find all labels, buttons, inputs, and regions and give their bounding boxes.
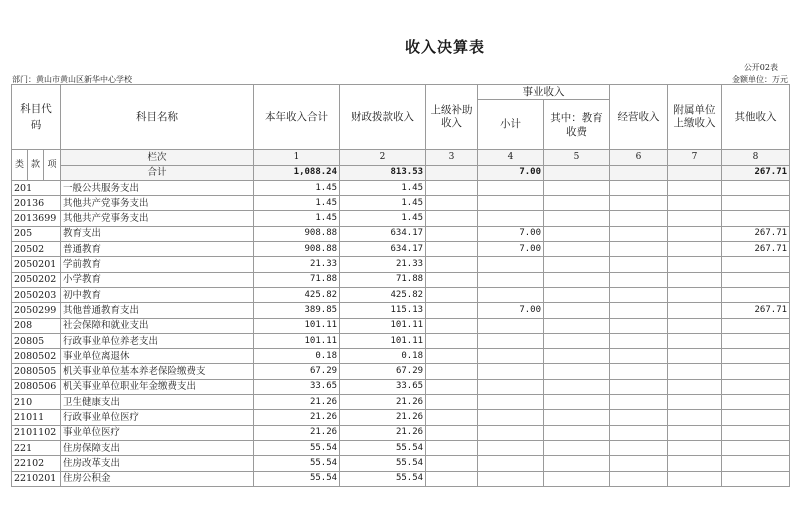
- subject-name: 卫生健康支出: [61, 395, 254, 410]
- other-value: [722, 440, 790, 455]
- column-number: 8: [722, 150, 790, 165]
- total-c2: 813.53: [340, 165, 426, 180]
- education-fee-value: [544, 425, 610, 440]
- subject-code: 2050299: [12, 303, 61, 318]
- fiscal-value: 115.13: [340, 303, 426, 318]
- header-affiliated: [668, 85, 722, 150]
- total-c4: 7.00: [478, 165, 544, 180]
- subject-code: 20136: [12, 196, 61, 211]
- affiliated-value: [668, 471, 722, 486]
- subject-name: 机关事业单位基本养老保险缴费支: [61, 364, 254, 379]
- subject-name: 小学教育: [61, 272, 254, 287]
- superior-value: [426, 395, 478, 410]
- education-fee-value: [544, 180, 610, 195]
- subject-code: 21011: [12, 410, 61, 425]
- header-kuan: 款: [28, 150, 44, 181]
- column-number: 2: [340, 150, 426, 165]
- table-row: [12, 349, 790, 364]
- column-number-label: 栏次: [61, 150, 254, 165]
- other-value: [722, 379, 790, 394]
- subject-name: 住房公积金: [61, 471, 254, 486]
- table-row: [12, 410, 790, 425]
- operating-value: [610, 379, 668, 394]
- other-value: [722, 318, 790, 333]
- education-fee-value: [544, 272, 610, 287]
- header-superior: 上级补助收入: [426, 85, 478, 150]
- education-fee-value: [544, 196, 610, 211]
- affiliated-value: [668, 180, 722, 195]
- annual-total-value: 908.88: [254, 226, 340, 241]
- fiscal-value: 21.26: [340, 425, 426, 440]
- fiscal-value: 0.18: [340, 349, 426, 364]
- subject-name: 初中教育: [61, 287, 254, 302]
- fiscal-value: 21.26: [340, 395, 426, 410]
- superior-value: [426, 410, 478, 425]
- annual-total-value: 1.45: [254, 196, 340, 211]
- operating-value: [610, 425, 668, 440]
- annual-total-value: 101.11: [254, 333, 340, 348]
- table-row: [12, 318, 790, 333]
- superior-value: [426, 364, 478, 379]
- operating-value: [610, 242, 668, 257]
- header-subtotal: 小计: [478, 100, 544, 150]
- subject-name: 事业单位离退休: [61, 349, 254, 364]
- business-subtotal-value: [478, 410, 544, 425]
- table-row: [12, 287, 790, 302]
- header-education-fee: [544, 100, 610, 150]
- subject-code: 2080505: [12, 364, 61, 379]
- business-subtotal-value: [478, 440, 544, 455]
- other-value: 267.71: [722, 303, 790, 318]
- superior-value: [426, 440, 478, 455]
- table-row: [12, 196, 790, 211]
- business-subtotal-value: [478, 287, 544, 302]
- total-c6: [610, 165, 668, 180]
- fiscal-value: 21.33: [340, 257, 426, 272]
- table-body: [12, 180, 790, 486]
- affiliated-value: [668, 257, 722, 272]
- superior-value: [426, 272, 478, 287]
- superior-value: [426, 425, 478, 440]
- business-subtotal-value: 7.00: [478, 226, 544, 241]
- fiscal-value: 101.11: [340, 333, 426, 348]
- fiscal-value: 425.82: [340, 287, 426, 302]
- annual-total-value: 21.26: [254, 425, 340, 440]
- total-c7: [668, 165, 722, 180]
- subject-code: 20805: [12, 333, 61, 348]
- subject-code: 2210201: [12, 471, 61, 486]
- superior-value: [426, 226, 478, 241]
- education-fee-value: [544, 333, 610, 348]
- annual-total-value: 21.33: [254, 257, 340, 272]
- total-c1: 1,088.24: [254, 165, 340, 180]
- header-education-fee-text: 其中：教育收费: [550, 111, 603, 138]
- business-subtotal-value: [478, 272, 544, 287]
- annual-total-value: 389.85: [254, 303, 340, 318]
- education-fee-value: [544, 440, 610, 455]
- business-subtotal-value: [478, 333, 544, 348]
- header-business: 事业收入: [478, 85, 610, 100]
- affiliated-value: [668, 410, 722, 425]
- table-row: [12, 257, 790, 272]
- table-row: [12, 440, 790, 455]
- superior-value: [426, 333, 478, 348]
- fiscal-value: 71.88: [340, 272, 426, 287]
- fiscal-value: 21.26: [340, 410, 426, 425]
- subject-name: 普通教育: [61, 242, 254, 257]
- affiliated-value: [668, 242, 722, 257]
- fiscal-value: 55.54: [340, 471, 426, 486]
- operating-value: [610, 471, 668, 486]
- affiliated-value: [668, 196, 722, 211]
- superior-value: [426, 471, 478, 486]
- business-subtotal-value: [478, 364, 544, 379]
- report-title: 收入决算表: [404, 38, 485, 56]
- subject-name: 其他普通教育支出: [61, 303, 254, 318]
- table-row: [12, 226, 790, 241]
- superior-value: [426, 242, 478, 257]
- superior-value: [426, 211, 478, 226]
- table-row: [12, 471, 790, 486]
- annual-total-value: 908.88: [254, 242, 340, 257]
- superior-value: [426, 287, 478, 302]
- other-value: [722, 364, 790, 379]
- subject-code: 201: [12, 180, 61, 195]
- superior-value: [426, 318, 478, 333]
- annual-total-value: 55.54: [254, 471, 340, 486]
- affiliated-value: [668, 333, 722, 348]
- column-number: 1: [254, 150, 340, 165]
- business-subtotal-value: 7.00: [478, 242, 544, 257]
- business-subtotal-value: [478, 196, 544, 211]
- operating-value: [610, 226, 668, 241]
- education-fee-value: [544, 211, 610, 226]
- other-value: [722, 287, 790, 302]
- affiliated-value: [668, 287, 722, 302]
- affiliated-value: [668, 303, 722, 318]
- annual-total-value: 0.18: [254, 349, 340, 364]
- education-fee-value: [544, 257, 610, 272]
- total-label: 合计: [61, 165, 254, 180]
- table-row: [12, 180, 790, 195]
- total-c3: [426, 165, 478, 180]
- education-fee-value: [544, 318, 610, 333]
- fiscal-value: 55.54: [340, 440, 426, 455]
- subject-name: 行政事业单位医疗: [61, 410, 254, 425]
- operating-value: [610, 440, 668, 455]
- affiliated-value: [668, 349, 722, 364]
- fiscal-value: 33.65: [340, 379, 426, 394]
- business-subtotal-value: [478, 257, 544, 272]
- business-subtotal-value: [478, 395, 544, 410]
- affiliated-value: [668, 272, 722, 287]
- subject-code: 2101102: [12, 425, 61, 440]
- education-fee-value: [544, 456, 610, 471]
- header-affiliated-text: 附属单位上缴收入: [673, 103, 716, 130]
- table-row: [12, 303, 790, 318]
- subject-code: 22102: [12, 456, 61, 471]
- superior-value: [426, 196, 478, 211]
- form-number: 公开02表: [743, 63, 778, 72]
- header-fiscal: 财政拨款收入: [340, 85, 426, 150]
- subject-code: 2050203: [12, 287, 61, 302]
- education-fee-value: [544, 303, 610, 318]
- subject-code: 205: [12, 226, 61, 241]
- affiliated-value: [668, 211, 722, 226]
- other-value: 267.71: [722, 242, 790, 257]
- fiscal-value: 67.29: [340, 364, 426, 379]
- other-value: [722, 425, 790, 440]
- education-fee-value: [544, 242, 610, 257]
- subject-code: 2050202: [12, 272, 61, 287]
- subject-name: 教育支出: [61, 226, 254, 241]
- subject-name: 其他共产党事务支出: [61, 196, 254, 211]
- total-row: [12, 165, 790, 180]
- education-fee-value: [544, 226, 610, 241]
- annual-total-value: 71.88: [254, 272, 340, 287]
- table-row: [12, 395, 790, 410]
- affiliated-value: [668, 226, 722, 241]
- subject-name: 学前教育: [61, 257, 254, 272]
- operating-value: [610, 318, 668, 333]
- table-row: [12, 333, 790, 348]
- column-number: 5: [544, 150, 610, 165]
- business-subtotal-value: [478, 318, 544, 333]
- header-subject-code-text: 科目代码: [20, 103, 52, 132]
- annual-total-value: 101.11: [254, 318, 340, 333]
- annual-total-value: 33.65: [254, 379, 340, 394]
- operating-value: [610, 349, 668, 364]
- table-row: [12, 242, 790, 257]
- subject-name: 住房改革支出: [61, 456, 254, 471]
- table-row: [12, 211, 790, 226]
- income-table: [11, 84, 790, 487]
- table-row: [12, 456, 790, 471]
- other-value: [722, 456, 790, 471]
- business-subtotal-value: [478, 471, 544, 486]
- department-label: 部门：黄山市黄山区新华中心学校: [12, 75, 132, 84]
- subject-name: 一般公共服务支出: [61, 180, 254, 195]
- other-value: [722, 272, 790, 287]
- education-fee-value: [544, 287, 610, 302]
- subject-code: 2013699: [12, 211, 61, 226]
- affiliated-value: [668, 364, 722, 379]
- fiscal-value: 1.45: [340, 180, 426, 195]
- amount-unit-label: 金额单位：万元: [732, 75, 788, 84]
- affiliated-value: [668, 395, 722, 410]
- other-value: [722, 349, 790, 364]
- total-c8: 267.71: [722, 165, 790, 180]
- operating-value: [610, 196, 668, 211]
- annual-total-value: 425.82: [254, 287, 340, 302]
- other-value: [722, 395, 790, 410]
- table-row: [12, 425, 790, 440]
- education-fee-value: [544, 395, 610, 410]
- other-value: [722, 257, 790, 272]
- fiscal-value: 1.45: [340, 211, 426, 226]
- operating-value: [610, 364, 668, 379]
- business-subtotal-value: [478, 425, 544, 440]
- subject-code: 2080502: [12, 349, 61, 364]
- annual-total-value: 21.26: [254, 395, 340, 410]
- other-value: [722, 180, 790, 195]
- fiscal-value: 634.17: [340, 226, 426, 241]
- other-value: [722, 211, 790, 226]
- operating-value: [610, 456, 668, 471]
- operating-value: [610, 180, 668, 195]
- superior-value: [426, 303, 478, 318]
- affiliated-value: [668, 456, 722, 471]
- annual-total-value: 55.54: [254, 440, 340, 455]
- subject-name: 行政事业单位养老支出: [61, 333, 254, 348]
- business-subtotal-value: 7.00: [478, 303, 544, 318]
- operating-value: [610, 395, 668, 410]
- other-value: [722, 333, 790, 348]
- superior-value: [426, 257, 478, 272]
- header-xiang: 项: [44, 150, 61, 181]
- business-subtotal-value: [478, 349, 544, 364]
- column-number: 3: [426, 150, 478, 165]
- table-row: [12, 364, 790, 379]
- affiliated-value: [668, 318, 722, 333]
- other-value: [722, 410, 790, 425]
- education-fee-value: [544, 364, 610, 379]
- column-number: 6: [610, 150, 668, 165]
- header-subject-code: [12, 85, 61, 150]
- affiliated-value: [668, 440, 722, 455]
- header-lei: 类: [12, 150, 28, 181]
- total-c5: [544, 165, 610, 180]
- affiliated-value: [668, 425, 722, 440]
- superior-value: [426, 180, 478, 195]
- subject-code: 221: [12, 440, 61, 455]
- column-number: 7: [668, 150, 722, 165]
- operating-value: [610, 257, 668, 272]
- affiliated-value: [668, 379, 722, 394]
- operating-value: [610, 272, 668, 287]
- education-fee-value: [544, 410, 610, 425]
- operating-value: [610, 287, 668, 302]
- annual-total-value: 55.54: [254, 456, 340, 471]
- superior-value: [426, 349, 478, 364]
- table-row: [12, 379, 790, 394]
- operating-value: [610, 333, 668, 348]
- fiscal-value: 634.17: [340, 242, 426, 257]
- annual-total-value: 1.45: [254, 211, 340, 226]
- superior-value: [426, 456, 478, 471]
- table-row: [12, 272, 790, 287]
- fiscal-value: 101.11: [340, 318, 426, 333]
- business-subtotal-value: [478, 379, 544, 394]
- business-subtotal-value: [478, 211, 544, 226]
- subject-name: 机关事业单位职业年金缴费支出: [61, 379, 254, 394]
- other-value: 267.71: [722, 226, 790, 241]
- annual-total-value: 21.26: [254, 410, 340, 425]
- business-subtotal-value: [478, 180, 544, 195]
- annual-total-value: 1.45: [254, 180, 340, 195]
- subject-code: 2080506: [12, 379, 61, 394]
- education-fee-value: [544, 471, 610, 486]
- header-annual-total: 本年收入合计: [254, 85, 340, 150]
- fiscal-value: 1.45: [340, 196, 426, 211]
- subject-name: 其他共产党事务支出: [61, 211, 254, 226]
- column-number: 4: [478, 150, 544, 165]
- subject-code: 20502: [12, 242, 61, 257]
- other-value: [722, 471, 790, 486]
- annual-total-value: 67.29: [254, 364, 340, 379]
- superior-value: [426, 379, 478, 394]
- operating-value: [610, 410, 668, 425]
- education-fee-value: [544, 379, 610, 394]
- subject-name: 事业单位医疗: [61, 425, 254, 440]
- operating-value: [610, 211, 668, 226]
- header-other: 其他收入: [722, 85, 790, 150]
- other-value: [722, 196, 790, 211]
- subject-name: 社会保障和就业支出: [61, 318, 254, 333]
- header-operating: 经营收入: [610, 85, 668, 150]
- education-fee-value: [544, 349, 610, 364]
- subject-code: 210: [12, 395, 61, 410]
- operating-value: [610, 303, 668, 318]
- header-subject-name: 科目名称: [61, 85, 254, 150]
- subject-code: 208: [12, 318, 61, 333]
- fiscal-value: 55.54: [340, 456, 426, 471]
- subject-name: 住房保障支出: [61, 440, 254, 455]
- business-subtotal-value: [478, 456, 544, 471]
- subject-code: 2050201: [12, 257, 61, 272]
